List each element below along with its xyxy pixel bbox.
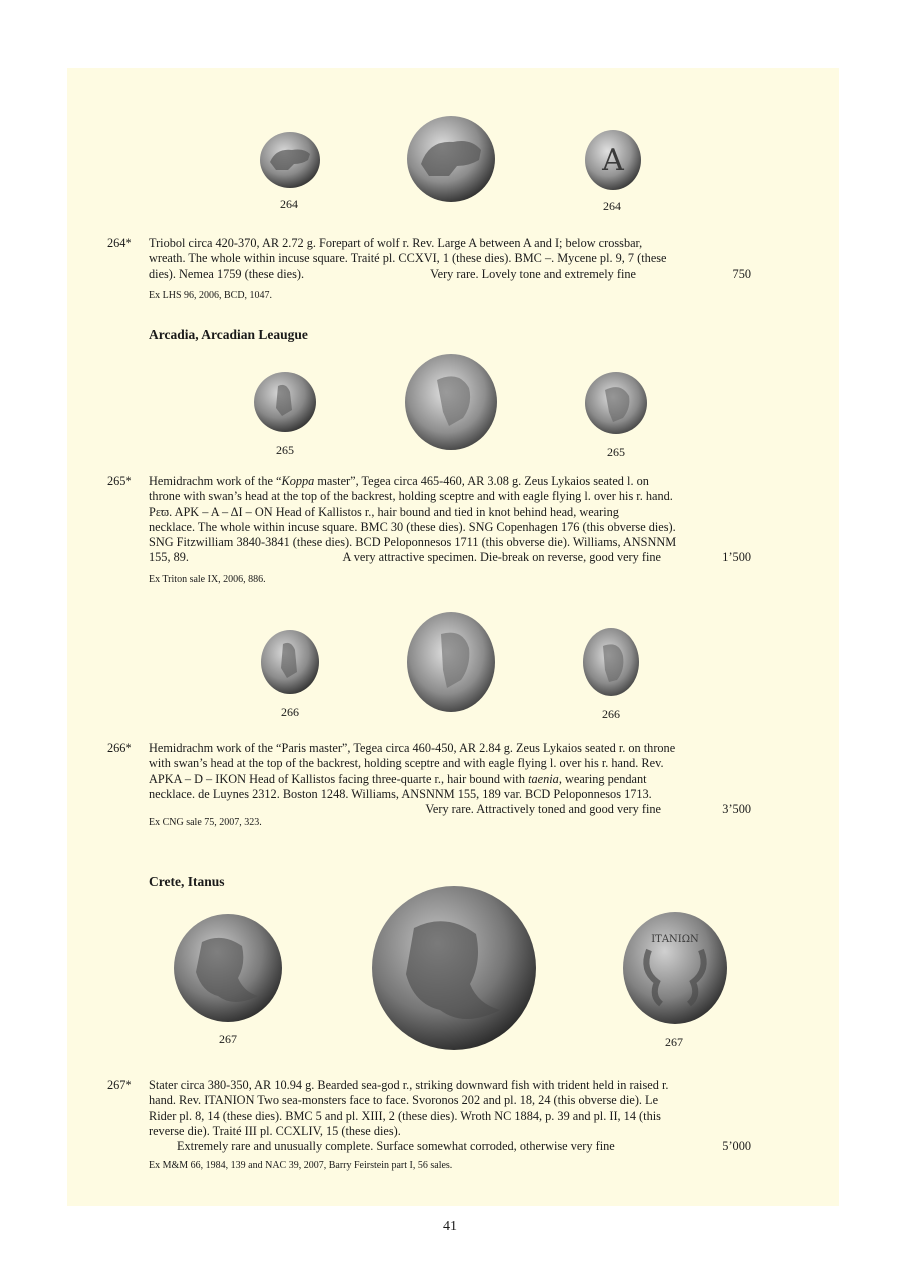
lot-267-line: reverse die). Traité III pl. CCXLIV, 15 (these dies).: [149, 1123, 401, 1138]
lot-265-last-line: [149, 550, 751, 565]
lot-267-grade: Extremely rare and unusually complete. Surface somewhat corroded, otherwise very fine: [177, 1139, 615, 1154]
lot-267-line: Stater circa 380-350, AR 10.94 g. Bearded sea-god r., striking downward fish with trident held in raised r.: [149, 1078, 669, 1092]
lot-265-line: throne with swan’s head at the top of the backrest, holding sceptre and with eagle flying l. over his r. hand.: [149, 489, 673, 504]
lot-264-line: Triobol circa 420-370, AR 2.72 g. Forepart of wolf r. Rev. Large A between A and I; below crossbar,: [149, 236, 643, 250]
lot-264-description: [149, 236, 751, 282]
lot-265-price: 1’500: [722, 550, 751, 565]
section-heading-arcadia: Arcadia, Arcadian Leaugue: [149, 327, 308, 342]
lot-265-line: necklace. The whole within incuse square. BMC 30 (these dies). SNG Copenhagen 176 (this obverse dies).: [149, 519, 676, 534]
lot-265-line: SNG Fitzwilliam 3840-3841 (these dies). BCD Peloponnesos 1711 (this obverse die). Williams, ANSNNM: [149, 535, 677, 550]
lot-267-provenance: Ex M&M 66, 1984, 139 and NAC 39, 2007, Barry Feirstein part I, 56 sales.: [149, 1160, 453, 1171]
lot-264-line: dies). Nemea 1759 (these dies).: [149, 266, 305, 281]
lot-266-line: Hemidrachm work of the “Paris master”, Tegea circa 460-450, AR 2.84 g. Zeus Lykaios seated r. on throne: [149, 741, 676, 755]
lot-267-last-line: [149, 1139, 751, 1154]
page-number: 41: [443, 1219, 457, 1234]
coin-266-reverse-small: [581, 626, 641, 698]
lot-265-description: [149, 474, 751, 566]
lot-number-264: 264*: [107, 236, 132, 250]
lot-number-265: 265*: [107, 474, 132, 488]
coin-264-reverse-letter: A: [602, 143, 624, 178]
coin-267-reverse-legend: ΙΤΑΝΙΩΝ: [651, 934, 699, 945]
section-heading-crete: Crete, Itanus: [149, 874, 225, 889]
lot-265-line: 155, 89.: [149, 550, 189, 565]
lot-264-provenance: Ex LHS 96, 2006, BCD, 1047.: [149, 290, 273, 301]
lot-265-line: [149, 474, 751, 489]
lot-267-description: [149, 1078, 751, 1154]
lot-266-grade: Very rare. Attractively toned and good very fine: [425, 802, 661, 817]
coin-266-reverse-large: [405, 610, 497, 714]
coin-266-obverse-small: [259, 628, 321, 696]
lot-265-provenance: Ex Triton sale IX, 2006, 886.: [149, 574, 266, 585]
lot-265-italic: Koppa: [281, 474, 315, 488]
caption-265-left: 265: [276, 443, 294, 457]
lot-266-description: [149, 741, 751, 817]
lot-266-line: necklace. de Luynes 2312. Boston 1248. Williams, ANSNNM 155, 189 var. BCD Peloponnesos 1713.: [149, 786, 652, 801]
caption-264-left: 264: [280, 197, 298, 211]
caption-265-right: 265: [607, 445, 625, 459]
coin-264-obverse-small: [258, 130, 322, 190]
lot-266-italic: taenia: [528, 771, 559, 786]
lot-266-provenance: Ex CNG sale 75, 2007, 323.: [149, 817, 262, 828]
lot-264-last-line: [149, 267, 751, 282]
lot-number-267: 267*: [107, 1078, 132, 1092]
lot-267-line: Rider pl. 8, 14 (these dies). BMC 5 and pl. XIII, 2 (these dies). Wroth NC 1884, p. 39 and pl. II, 14 (this: [149, 1108, 661, 1123]
caption-264-right: 264: [603, 199, 621, 213]
coin-265-obverse-small: [252, 370, 318, 434]
lot-265-line-part: Hemidrachm work of the “: [149, 474, 282, 488]
lot-267-price: 5’000: [722, 1139, 751, 1154]
caption-267-left: 267: [219, 1032, 237, 1046]
coin-264-obverse-large: [405, 114, 497, 204]
lot-264-price: 750: [732, 266, 751, 281]
coin-267-obverse-large: [370, 884, 538, 1052]
lot-266-last-line: [149, 802, 751, 817]
coin-267-reverse: [621, 910, 729, 1026]
lot-264-line: wreath. The whole within incuse square. Traité pl. CCXVI, 1 (these dies). BMC –. Mycene pl. 9, 7 (these: [149, 251, 667, 266]
caption-266-left: 266: [281, 705, 299, 719]
lot-267-line: hand. Rev. ITANION Two sea-monsters face to face. Svoronos 202 and pl. 18, 24 (this obverse die). Le: [149, 1093, 659, 1108]
coin-267-obverse-small: [172, 912, 284, 1024]
lot-266-price: 3’500: [722, 802, 751, 817]
lot-265-grade: A very attractive specimen. Die-break on reverse, good very fine: [342, 550, 661, 565]
lot-266-line-part: , wearing pendant: [558, 771, 647, 786]
coin-264-reverse: [583, 128, 643, 192]
lot-number-266: 266*: [107, 741, 132, 755]
lot-266-line-part: APKA – D – IKON Head of Kallistos facing three-quarte r., hair bound with: [149, 771, 529, 786]
coin-265-reverse-small: [583, 370, 649, 436]
lot-265-line: Ρεϖ. ΑΡΚ – Α – ΔΙ – ΟΝ Head of Kallistos r., hair bound and tied in knot behind head, wearing: [149, 504, 619, 519]
lot-266-line: [149, 772, 751, 787]
lot-264-grade: Very rare. Lovely tone and extremely fine: [430, 266, 636, 281]
lot-266-line: with swan’s head at the top of the backrest, holding sceptre and with eagle flying l. over his r. hand. Rev.: [149, 756, 664, 771]
caption-266-right: 266: [602, 707, 620, 721]
lot-265-line-part: master”, Tegea circa 465-460, AR 3.08 g. Zeus Lykaios seated l. on: [314, 474, 649, 488]
caption-267-right: 267: [665, 1035, 683, 1049]
coin-265-reverse-large: [403, 352, 499, 452]
